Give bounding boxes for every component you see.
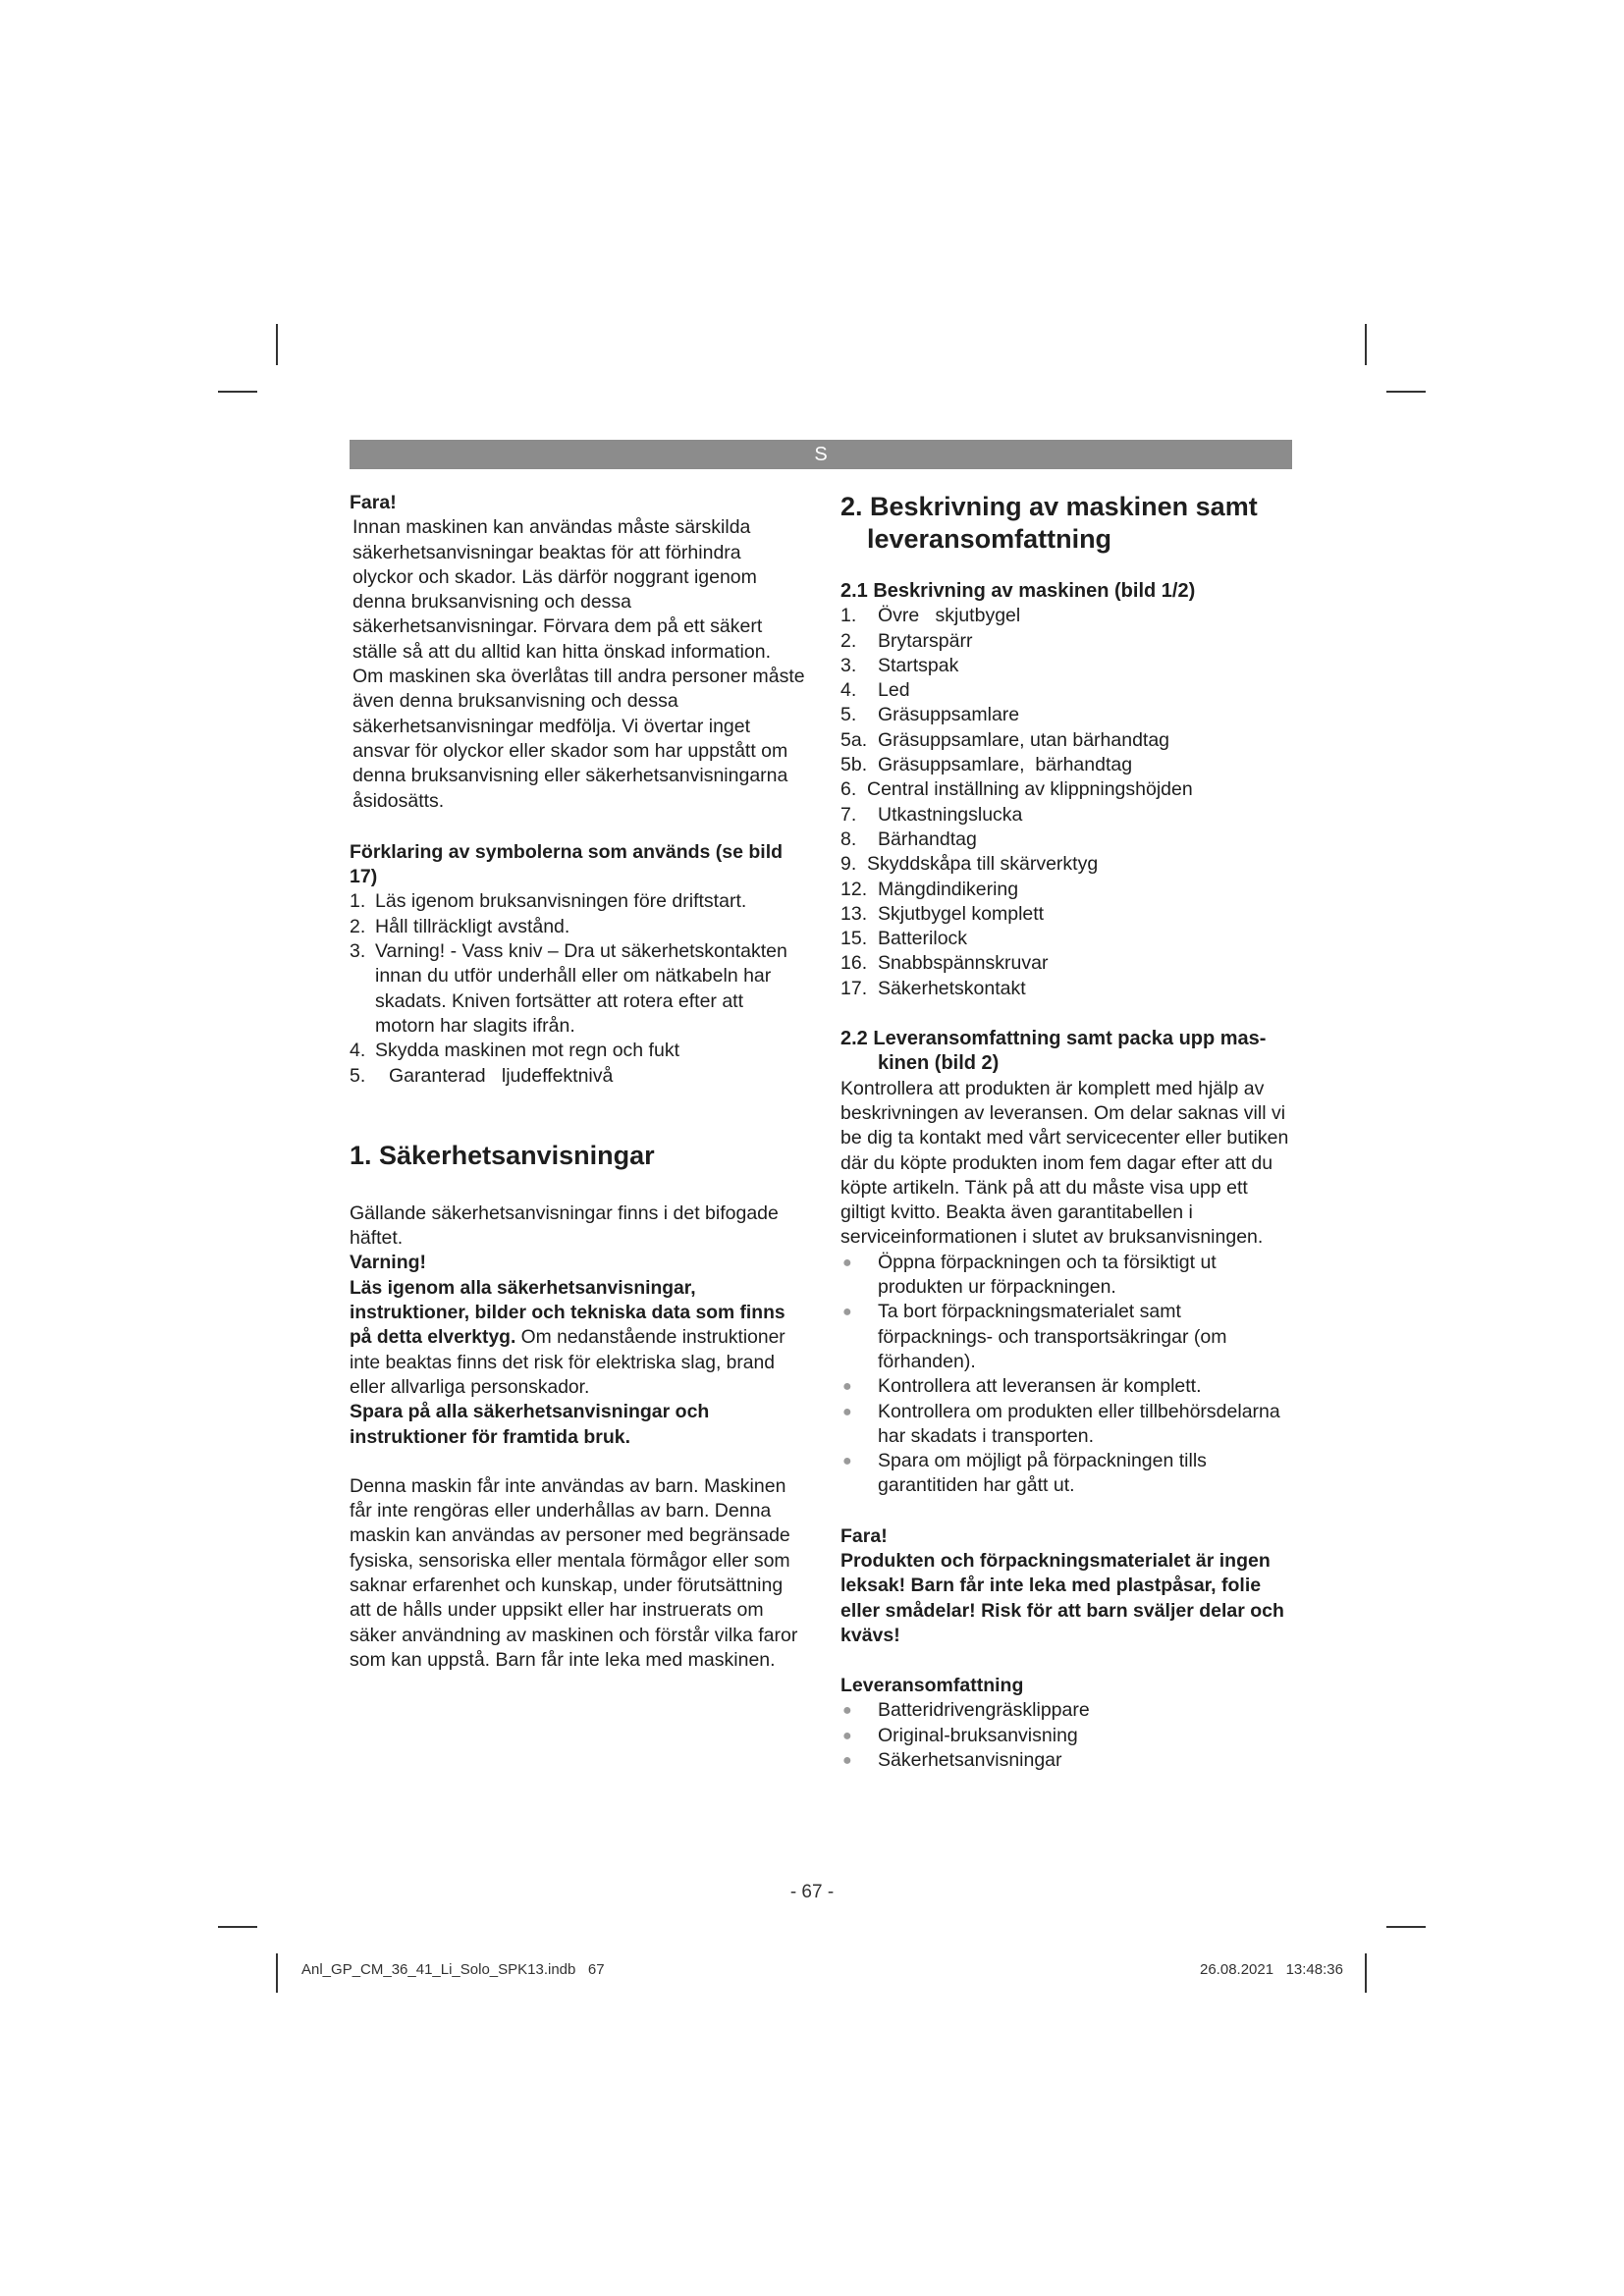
crop-mark-top-left-horizontal xyxy=(218,391,257,393)
list-item: ● Kontrollera att leveransen är komplett. xyxy=(840,1374,1297,1399)
list-item: ● Original-bruksanvisning xyxy=(840,1724,1297,1748)
danger-title-2: Fara! xyxy=(840,1524,888,1547)
crop-mark-top-right-horizontal xyxy=(1386,391,1426,393)
section-2-2-title-line2: kinen (bild 2) xyxy=(878,1052,1000,1075)
bullet-icon: ● xyxy=(842,1727,852,1744)
language-header-bar xyxy=(350,440,1292,469)
danger-title: Fara! xyxy=(350,492,397,513)
list-item: 5. Gräsuppsamlare xyxy=(840,704,1020,726)
bullet-icon: ● xyxy=(842,1304,852,1321)
crop-mark-bottom-left-vertical xyxy=(276,1953,278,1993)
scope-title: Leveransomfattning xyxy=(840,1675,1024,1697)
parts-list xyxy=(840,604,1297,1001)
list-item: 2. Håll tillräckligt avstånd. xyxy=(350,915,570,937)
list-item: 3. Varning! - Vass kniv – Dra ut säkerhetskontakten innan du utför underhåll eller om nätkabeln har skadats. Kniven fortsätter att rotera efter att motorn har slagits ifrån. xyxy=(350,940,787,1037)
section-2-1-title: 2.1 Beskrivning av maskinen (bild 1/2) xyxy=(840,580,1196,602)
list-item: ● Kontrollera om produkten eller tillbehörsdelarna har skadats i transporten. xyxy=(840,1400,1297,1450)
footer-timestamp: 26.08.2021 13:48:36 xyxy=(1200,1961,1343,1978)
bullet-icon: ● xyxy=(842,1403,852,1420)
section-2-title-line1: 2. Beskrivning av maskinen samt xyxy=(840,492,1258,521)
children-paragraph: Denna maskin får inte användas av barn. Maskinen får inte rengöras eller underhållas av barn. Denna maskin kan användas av personer med begränsade fysiska, sensoriska eller mentala förmågor eller som saknar erfarenhet och kunskap, under förutsättning att de hålls under uppsikt eller har instruerats om säker användning av maskinen och förstår vilka faror som kan uppstå. Barn får inte leka med maskinen. xyxy=(350,1474,798,1671)
crop-mark-top-left-vertical xyxy=(276,324,278,365)
list-item: 1. Läs igenom bruksanvisningen före driftstart. xyxy=(350,890,747,913)
bullet-icon: ● xyxy=(842,1453,852,1470)
list-item: ● Öppna förpackningen och ta försiktigt ut produkten ur förpackningen. xyxy=(840,1251,1297,1301)
symbols-list xyxy=(350,889,806,1088)
bullet-icon: ● xyxy=(842,1254,852,1271)
list-item: 13. Skjutbygel komplett xyxy=(840,902,1045,925)
list-item: 9. Skyddskåpa till skärverktyg xyxy=(840,853,1099,876)
language-label: S xyxy=(814,444,828,465)
warning-rest-text: Om nedanstående instruktioner inte beaktas finns det risk för elektriska slag, brand eller allvarliga personskador. xyxy=(350,1327,785,1398)
list-item: 1. Övre skjutbygel xyxy=(840,605,1021,627)
crop-mark-bottom-right-vertical xyxy=(1365,1953,1367,1993)
bullet-icon: ● xyxy=(842,1378,852,1396)
crop-mark-bottom-right-horizontal xyxy=(1386,1926,1426,1928)
list-item: 5a. Gräsuppsamlare, utan bärhandtag xyxy=(840,728,1170,751)
list-item: 2. Brytarspärr xyxy=(840,629,973,652)
bullet-icon: ● xyxy=(842,1752,852,1770)
list-item: 5b. Gräsuppsamlare, bärhandtag xyxy=(840,754,1133,776)
warning-label: Varning! xyxy=(350,1252,427,1274)
list-item: 8. Bärhandtag xyxy=(840,828,977,850)
list-item: 15. Batterilock xyxy=(840,928,968,950)
list-item: 3. Startspak xyxy=(840,654,959,676)
list-item: 6. Central inställning av klippningshöjden xyxy=(840,778,1193,801)
list-item: 7. Utkastningslucka xyxy=(840,803,1023,826)
list-item: ● Batteridrivengräsklippare xyxy=(840,1698,1297,1723)
list-item: 17. Säkerhetskontakt xyxy=(840,977,1026,999)
section-2-title-line2: leveransomfattning xyxy=(867,524,1112,554)
list-item: ● Säkerhetsanvisningar xyxy=(840,1748,1297,1773)
unpack-steps-list xyxy=(840,1251,1297,1499)
crop-mark-bottom-left-horizontal xyxy=(218,1926,257,1928)
section-2-2-text: Kontrollera att produkten är komplett med hjälp av beskrivningen av leveransen. Om delar saknas vill vi be dig ta kontakt med vårt servicecenter eller butiken där du köpte produkten inom fem dagar efter att du köpte artikeln. Tänk på att du måste visa upp ett giltigt kvitto. Beakta även garantitabellen i serviceinformationen i slutet av bruksanvisningen. xyxy=(840,1077,1289,1249)
left-column xyxy=(350,491,806,1673)
list-item: 4. Skydda maskinen mot regn och fukt xyxy=(350,1040,679,1062)
list-item: ● Ta bort förpackningsmaterialet samt förpacknings- och transportsäkringar (om förhanden). xyxy=(840,1300,1297,1374)
crop-mark-top-right-vertical xyxy=(1365,324,1367,365)
right-column xyxy=(840,491,1297,1773)
danger-text-2: Produkten och förpackningsmaterialet är ingen leksak! Barn får inte leka med plastpåsar, folie eller smådelar! Risk för att barn sväljer delar och kvävs! xyxy=(840,1549,1284,1646)
page-number: - 67 - xyxy=(789,1882,835,1902)
warning-bold-text: Läs igenom alla säkerhetsanvisningar, instruktioner, bilder och tekniska data som finns på detta elverktyg. xyxy=(350,1277,785,1349)
list-item: 5. Garanterad ljudeffektnivå xyxy=(350,1064,614,1087)
section-1-intro: Gällande säkerhetsanvisningar finns i det bifogade häftet. xyxy=(350,1201,779,1250)
section-1-title: 1. Säkerhetsanvisningar xyxy=(350,1140,655,1170)
section-2-2-title-line1: 2.2 Leveransomfattning samt packa upp mas- xyxy=(840,1028,1267,1050)
list-item: 4. Led xyxy=(840,679,910,702)
scope-list xyxy=(840,1698,1297,1773)
list-item: 16. Snabbspännskruvar xyxy=(840,952,1049,975)
save-instructions: Spara på alla säkerhetsanvisningar och instruktioner för framtida bruk. xyxy=(350,1401,710,1448)
danger-text: Innan maskinen kan användas måste särskilda säkerhetsanvisningar beaktas för att förhindra olyckor och skador. Läs därför noggrant igenom denna bruksanvisning och dessa säkerhetsanvisningar. Förvara dem på ett säkert ställe så att du alltid kan hitta önskad information. Om maskinen ska överlåtas till andra personer måste även denna bruksanvisning och dessa säkerhetsanvisningar medfölja. Vi övertar inget ansvar för olyckor eller skador som har uppstått om denna bruksanvisning eller säkerhetsanvisningarna åsidosätts. xyxy=(352,516,805,812)
list-item: ● Spara om möjligt på förpackningen tills garantitiden har gått ut. xyxy=(840,1449,1297,1499)
bullet-icon: ● xyxy=(842,1702,852,1720)
warning-paragraph xyxy=(350,1276,806,1400)
footer-file-name: Anl_GP_CM_36_41_Li_Solo_SPK13.indb 67 xyxy=(301,1961,605,1978)
list-item: 12. Mängdindikering xyxy=(840,878,1019,900)
symbols-title: Förklaring av symbolerna som används (se bild 17) xyxy=(350,840,784,888)
